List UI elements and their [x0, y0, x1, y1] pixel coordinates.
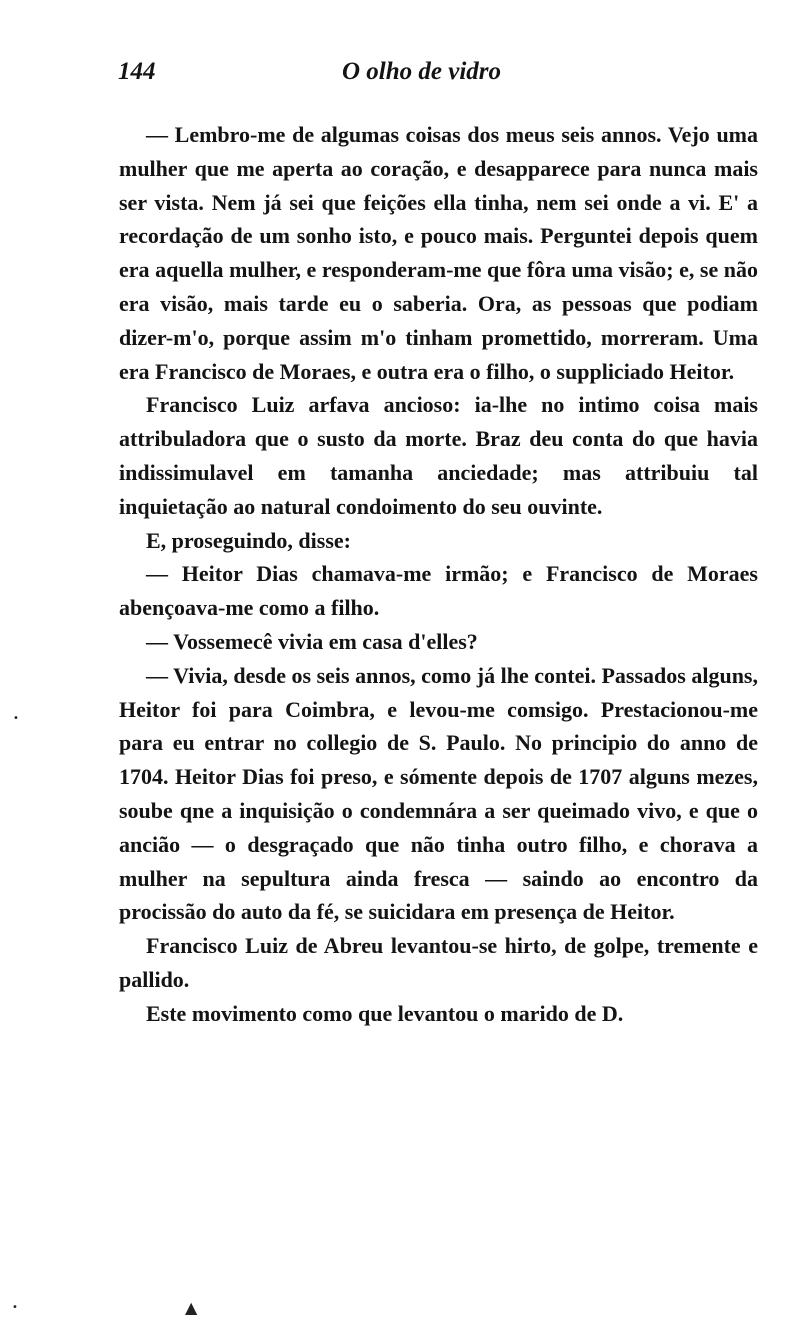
ink-speck: • [12, 1302, 18, 1313]
ink-speck: • [13, 713, 19, 724]
paragraph: E, proseguindo, disse: [146, 527, 351, 553]
paragraph: Este movimento como que levantou o marido de D. [146, 1000, 624, 1026]
running-title: O olho de vidro [342, 58, 502, 85]
ink-mark: ▲ [185, 1298, 198, 1317]
page-number: 144 [118, 58, 156, 85]
paragraph: — Heitor Dias chamava-me irmão; e Francisco de Moraes abençoava-me como a filho. [119, 561, 758, 621]
paragraph: — Lembro-me de algumas coisas dos meus seis annos. Vejo uma mulher que me aperta ao coração, e desapparece para nunca mais ser vista. Nem já sei que feições ella tinha, nem sei onde a vi. E' a recordação de um sonho isto, e pouco mais. Perguntei depois quem era aquella mulher, e responderam-me que fôra uma visão; e, se não era visão, mais tarde eu o saberia. Ora, as pessoas que podiam dizer-m'o, porque assim m'o tinham promettido, morreram. Uma era Francisco de Moraes, e outra era o filho, o suppliciado Heitor. [119, 122, 758, 384]
paragraph: Francisco Luiz de Abreu levantou-se hirto, de golpe, tremente e pallido. [119, 933, 758, 992]
paragraph: — Vivia, desde os seis annos, como já lhe contei. Passados alguns, Heitor foi para Coimbra, e levou-me comsigo. Prestacionou-me para eu entrar no collegio de S. Paulo. No principio do anno de 1704. Heitor Dias foi preso, e sómente depois de 1707 alguns mezes, soube qne a inquisição o condemnára a ser queimado vivo, e que o ancião — o desgraçado que não tinha outro filho, e chorava a mulher na sepultura ainda fresca — saindo ao encontro da procissão do auto da fé, se suicidara em presença de Heitor. [119, 662, 758, 925]
paragraph: Francisco Luiz arfava ancioso: ia-lhe no intimo coisa mais attribuladora que o susto da morte. Braz deu conta do que havia indissimulavel em tamanha anciedade; mas attribuiu tal inquietação ao natural condoimento do seu ouvinte. [119, 392, 758, 519]
paragraph: — Vossemecê vivia em casa d'elles? [146, 628, 478, 654]
body-text [119, 118, 758, 1031]
page-header [118, 58, 758, 94]
